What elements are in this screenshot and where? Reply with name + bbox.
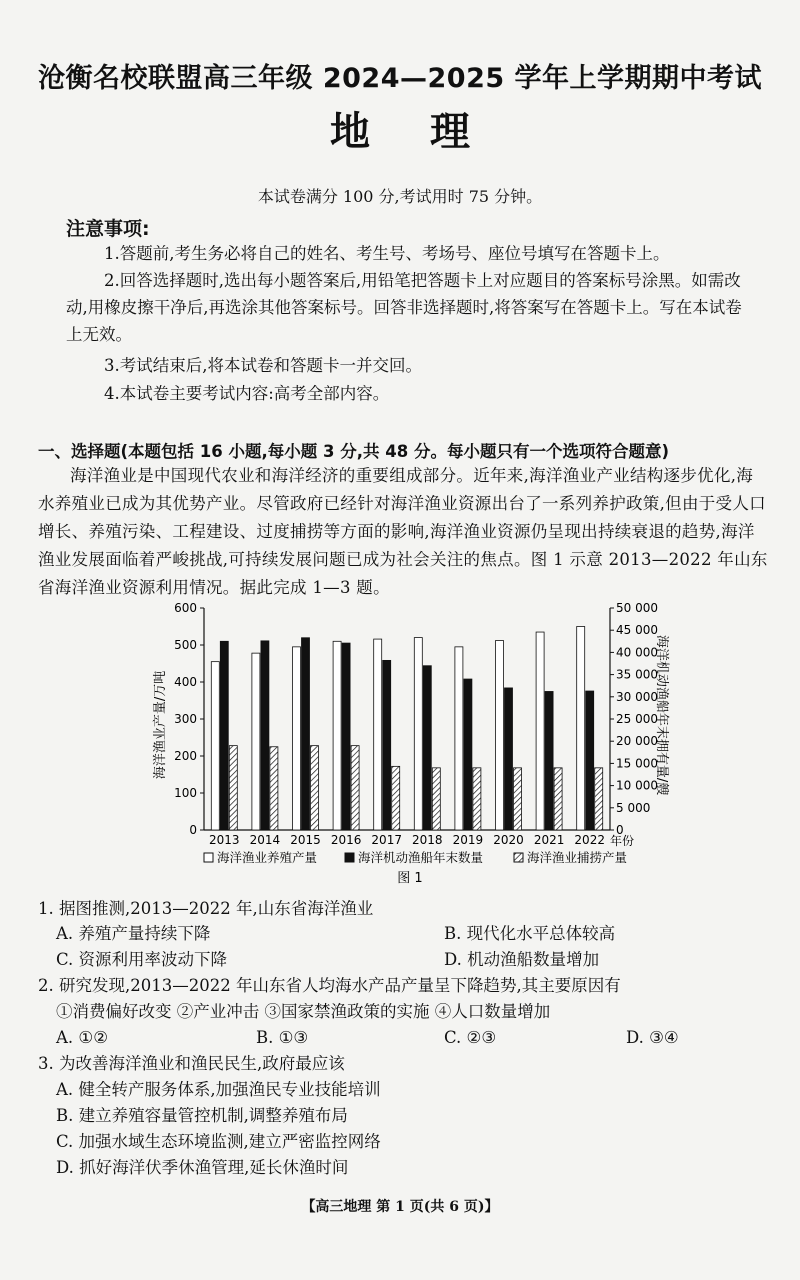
notice-item: 2.回答选择题时,选出每小题答案后,用铅笔把答题卡上对应题目的答案标号涂黑。如需改动,用橡皮擦干净后,再选涂其他答案标号。回答非选择题时,将答案写在答题卡上。写在本试卷上无效。	[66, 271, 742, 344]
q1-option-c[interactable]: C. 资源利用率波动下降	[56, 950, 228, 969]
left-tick-label: 500	[174, 638, 197, 652]
passage: 海洋渔业是中国现代农业和海洋经济的重要组成部分。近年来,海洋渔业产业结构逐步优化,海水养殖业已成为其优势产业。尽管政府已经针对海洋渔业资源出台了一系列养护政策,但由于受人口增长、养殖污染、工程建设、过度捕捞等方面的影响,海洋渔业资源仍呈现出持续衰退的趋势,海洋渔业发展面临着严峻挑战,可持续发展问题已成为社会关注的焦点。图 1 示意 2013—2022 年山东省海洋渔业资源利用情况。据此完成 1—3 题。	[38, 466, 768, 597]
figure-1-chart	[140, 595, 700, 895]
legend-label: 海洋渔业捕捞产量	[527, 850, 628, 865]
page-footer: 【高三地理 第 1 页(共 6 页)】	[301, 1199, 499, 1215]
legend-label: 海洋渔业养殖产量	[217, 850, 318, 865]
bar-vessels	[342, 643, 350, 830]
right-tick-label: 15 000	[616, 756, 658, 771]
right-tick-label: 45 000	[616, 623, 658, 638]
legend-swatch	[204, 853, 213, 862]
full-score-note: 本试卷满分 100 分,考试用时 75 分钟。	[257, 187, 543, 206]
left-tick-label: 0	[189, 823, 197, 837]
q2-option-c[interactable]: C. ②③	[444, 1028, 497, 1047]
q2-statements: ①消费偏好改变 ②产业冲击 ③国家禁渔政策的实施 ④人口数量增加	[56, 1002, 551, 1021]
bar-catch	[270, 747, 278, 830]
left-axis-label: 海洋渔业产量/万吨	[153, 670, 168, 780]
subject-title: 地理	[330, 109, 530, 155]
notice-item: 4.本试卷主要考试内容:高考全部内容。	[104, 384, 390, 403]
left-tick-label: 600	[174, 601, 197, 615]
q1-option-d[interactable]: D. 机动渔船数量增加	[444, 950, 600, 969]
x-tick-label: 2013	[209, 833, 240, 847]
notice-heading: 注意事项:	[66, 218, 150, 240]
right-tick-label: 40 000	[616, 645, 658, 660]
x-axis-label: 年份	[610, 834, 635, 848]
x-tick-label: 2016	[330, 833, 362, 847]
bar-aquaculture	[293, 647, 301, 830]
left-tick-label: 100	[174, 786, 197, 800]
bar-catch	[392, 766, 400, 830]
bar-aquaculture	[333, 641, 341, 830]
section-heading: 一、选择题(本题包括 16 小题,每小题 3 分,共 48 分。每小题只有一个选项符合题意)	[38, 442, 669, 461]
q3-option-d[interactable]: D. 抓好海洋伏季休渔管理,延长休渔时间	[56, 1158, 349, 1177]
left-tick-label: 200	[174, 749, 197, 763]
x-tick-label: 2019	[452, 833, 484, 847]
right-tick-label: 20 000	[616, 734, 658, 749]
right-tick-label: 30 000	[616, 689, 658, 704]
bar-catch	[229, 746, 237, 830]
q2-option-d[interactable]: D. ③④	[626, 1028, 679, 1047]
q3-option-c[interactable]: C. 加强水域生态环境监测,建立严密监控网络	[56, 1132, 381, 1151]
right-axis-label: 海洋机动渔船年末拥有量/艘	[654, 634, 669, 796]
right-tick-label: 0	[616, 823, 624, 837]
figure-caption: 图 1	[397, 871, 423, 886]
bar-vessels	[586, 691, 594, 830]
x-tick-label: 2020	[493, 833, 524, 847]
bar-catch	[473, 768, 481, 830]
left-tick-label: 300	[174, 712, 197, 726]
bar-aquaculture	[211, 662, 219, 830]
right-tick-label: 35 000	[616, 667, 658, 682]
q2-option-b[interactable]: B. ①③	[256, 1028, 309, 1047]
legend-swatch	[514, 853, 523, 862]
bar-aquaculture	[496, 641, 504, 830]
bar-catch	[595, 768, 603, 830]
q1-option-a[interactable]: A. 养殖产量持续下降	[56, 924, 211, 943]
q1-option-b[interactable]: B. 现代化水平总体较高	[444, 924, 616, 943]
bar-vessels	[423, 666, 431, 830]
x-tick-label: 2021	[533, 833, 565, 847]
bar-aquaculture	[414, 638, 422, 830]
bar-catch	[432, 768, 440, 830]
x-tick-label: 2022	[574, 833, 605, 847]
question-2-stem: 2. 研究发现,2013—2022 年山东省人均海水产品产量呈下降趋势,其主要原因有	[38, 976, 621, 995]
bar-vessels	[505, 688, 513, 830]
bar-vessels	[545, 691, 553, 830]
bar-vessels	[302, 638, 310, 830]
bar-catch	[311, 746, 319, 830]
bar-vessels	[464, 679, 472, 830]
bar-catch	[351, 746, 359, 830]
exam-title: 沧衡名校联盟高三年级 2024—2025 学年上学期期中考试	[37, 63, 763, 94]
bar-catch	[514, 768, 522, 830]
legend-label: 海洋机动渔船年末数量	[358, 850, 484, 865]
bar-aquaculture	[374, 639, 382, 830]
bar-aquaculture	[577, 627, 585, 831]
bar-aquaculture	[455, 647, 463, 830]
bar-vessels	[220, 641, 228, 830]
bar-aquaculture	[536, 632, 544, 830]
x-tick-label: 2015	[290, 833, 321, 847]
right-tick-label: 10 000	[616, 778, 658, 793]
legend-swatch	[345, 853, 354, 862]
right-tick-label: 5 000	[616, 800, 651, 815]
right-tick-label: 25 000	[616, 712, 658, 726]
bar-vessels	[261, 641, 269, 830]
q3-option-b[interactable]: B. 建立养殖容量管控机制,调整养殖布局	[56, 1106, 348, 1125]
question-3-stem: 3. 为改善海洋渔业和渔民民生,政府最应该	[38, 1054, 345, 1073]
notice-item: 3.考试结束后,将本试卷和答题卡一并交回。	[104, 356, 422, 375]
x-tick-label: 2014	[249, 833, 281, 847]
notice-item: 1.答题前,考生务必将自己的姓名、考生号、考场号、座位号填写在答题卡上。	[104, 244, 670, 263]
question-1-stem: 1. 据图推测,2013—2022 年,山东省海洋渔业	[38, 899, 374, 918]
right-tick-label: 50 000	[616, 601, 658, 615]
bar-aquaculture	[252, 653, 260, 830]
x-tick-label: 2017	[371, 833, 402, 847]
x-tick-label: 2018	[412, 833, 443, 847]
q3-option-a[interactable]: A. 健全转产服务体系,加强渔民专业技能培训	[56, 1080, 381, 1099]
q2-option-a[interactable]: A. ①②	[56, 1028, 108, 1047]
bar-vessels	[383, 660, 391, 830]
bar-catch	[554, 768, 562, 830]
left-tick-label: 400	[174, 675, 197, 689]
